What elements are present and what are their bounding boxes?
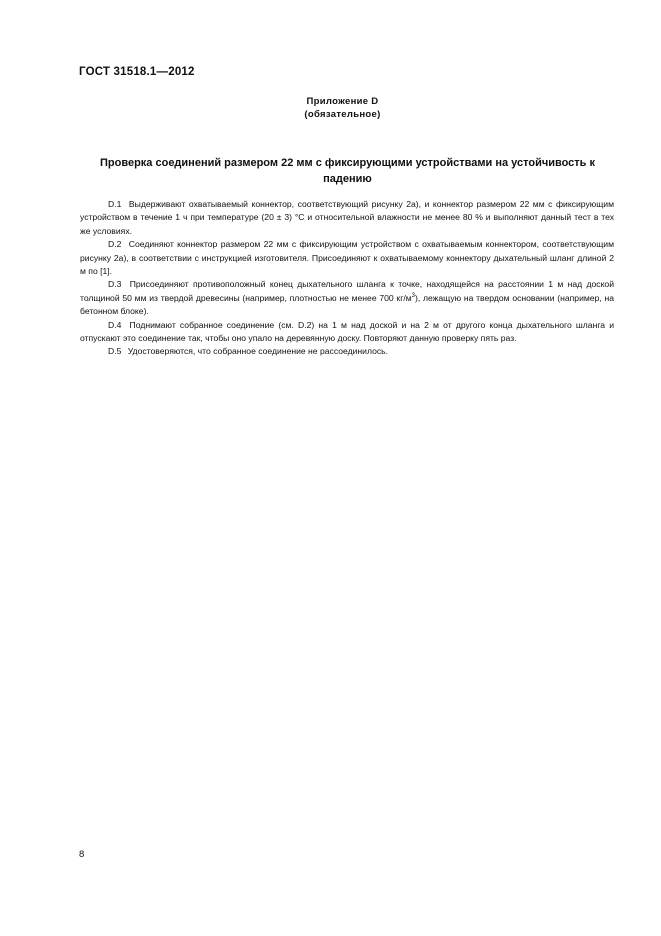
clause-text: Соединяют коннектор размером 22 мм с фиксирующим устройством с охватываемым коннектором, соответствующим рисунку 2а), в соответствии с инструкцией изготовителя. Присоединяют к охватываемому коннектору дыхательный шланг длиной 2 м по [1]. xyxy=(80,239,615,277)
clause-text-before-sup: Присоединяют противоположный конец дыхательного шланга к точке, находящейся на расстоянии 1 м над доской толщиной 50 мм из твердой древесины (например, плотностью не менее 700 кг/м xyxy=(80,279,615,303)
clause-text-after-sup: ), лежащую на твердом основании (например, на бетонном блоке). xyxy=(80,292,614,317)
standard-code-header: ГОСТ 31518.1—2012 xyxy=(79,66,195,78)
clause-text: Выдерживают охватываемый коннектор, соответствующий рисунку 2а), и коннектор размером 22 мм с фиксирующим устройством в течение 1 ч при температуре (20 ± 3) °С и относительной влажности не менее 80 % и выполняют данный тест в тех же условиях. xyxy=(80,199,614,236)
clause-d5 xyxy=(80,345,614,358)
clause-number: D.1 xyxy=(108,199,122,209)
appendix-title: Приложение D xyxy=(306,96,379,107)
clause-number: D.5 xyxy=(108,346,122,357)
clause-number: D.2 xyxy=(108,239,122,250)
clause-text: Поднимают собранное соединение (см. D.2) на 1 м над доской и на 2 м от другого конца дыхательного шланга и отпускают это соединение так, чтобы оно упало на деревянную доску. Повторяют данную проверку пять раз. xyxy=(80,319,615,344)
clause-d4 xyxy=(80,319,614,346)
clause-d2 xyxy=(80,238,614,278)
clause-d1 xyxy=(80,198,614,238)
superscript-exponent: 3 xyxy=(411,292,415,299)
clause-number: D.4 xyxy=(108,319,122,330)
clauses-body xyxy=(80,198,614,359)
section-title: Проверка соединений размером 22 мм с фиксирующими устройствами на устойчивость к падению xyxy=(100,157,595,185)
appendix-status: (обязательное) xyxy=(304,109,381,120)
clause-number: D.3 xyxy=(108,279,122,290)
clause-d3 xyxy=(80,278,614,318)
clause-text: Удостоверяются, что собранное соединение не рассоединилось. xyxy=(127,346,389,357)
page-number: 8 xyxy=(79,849,85,860)
